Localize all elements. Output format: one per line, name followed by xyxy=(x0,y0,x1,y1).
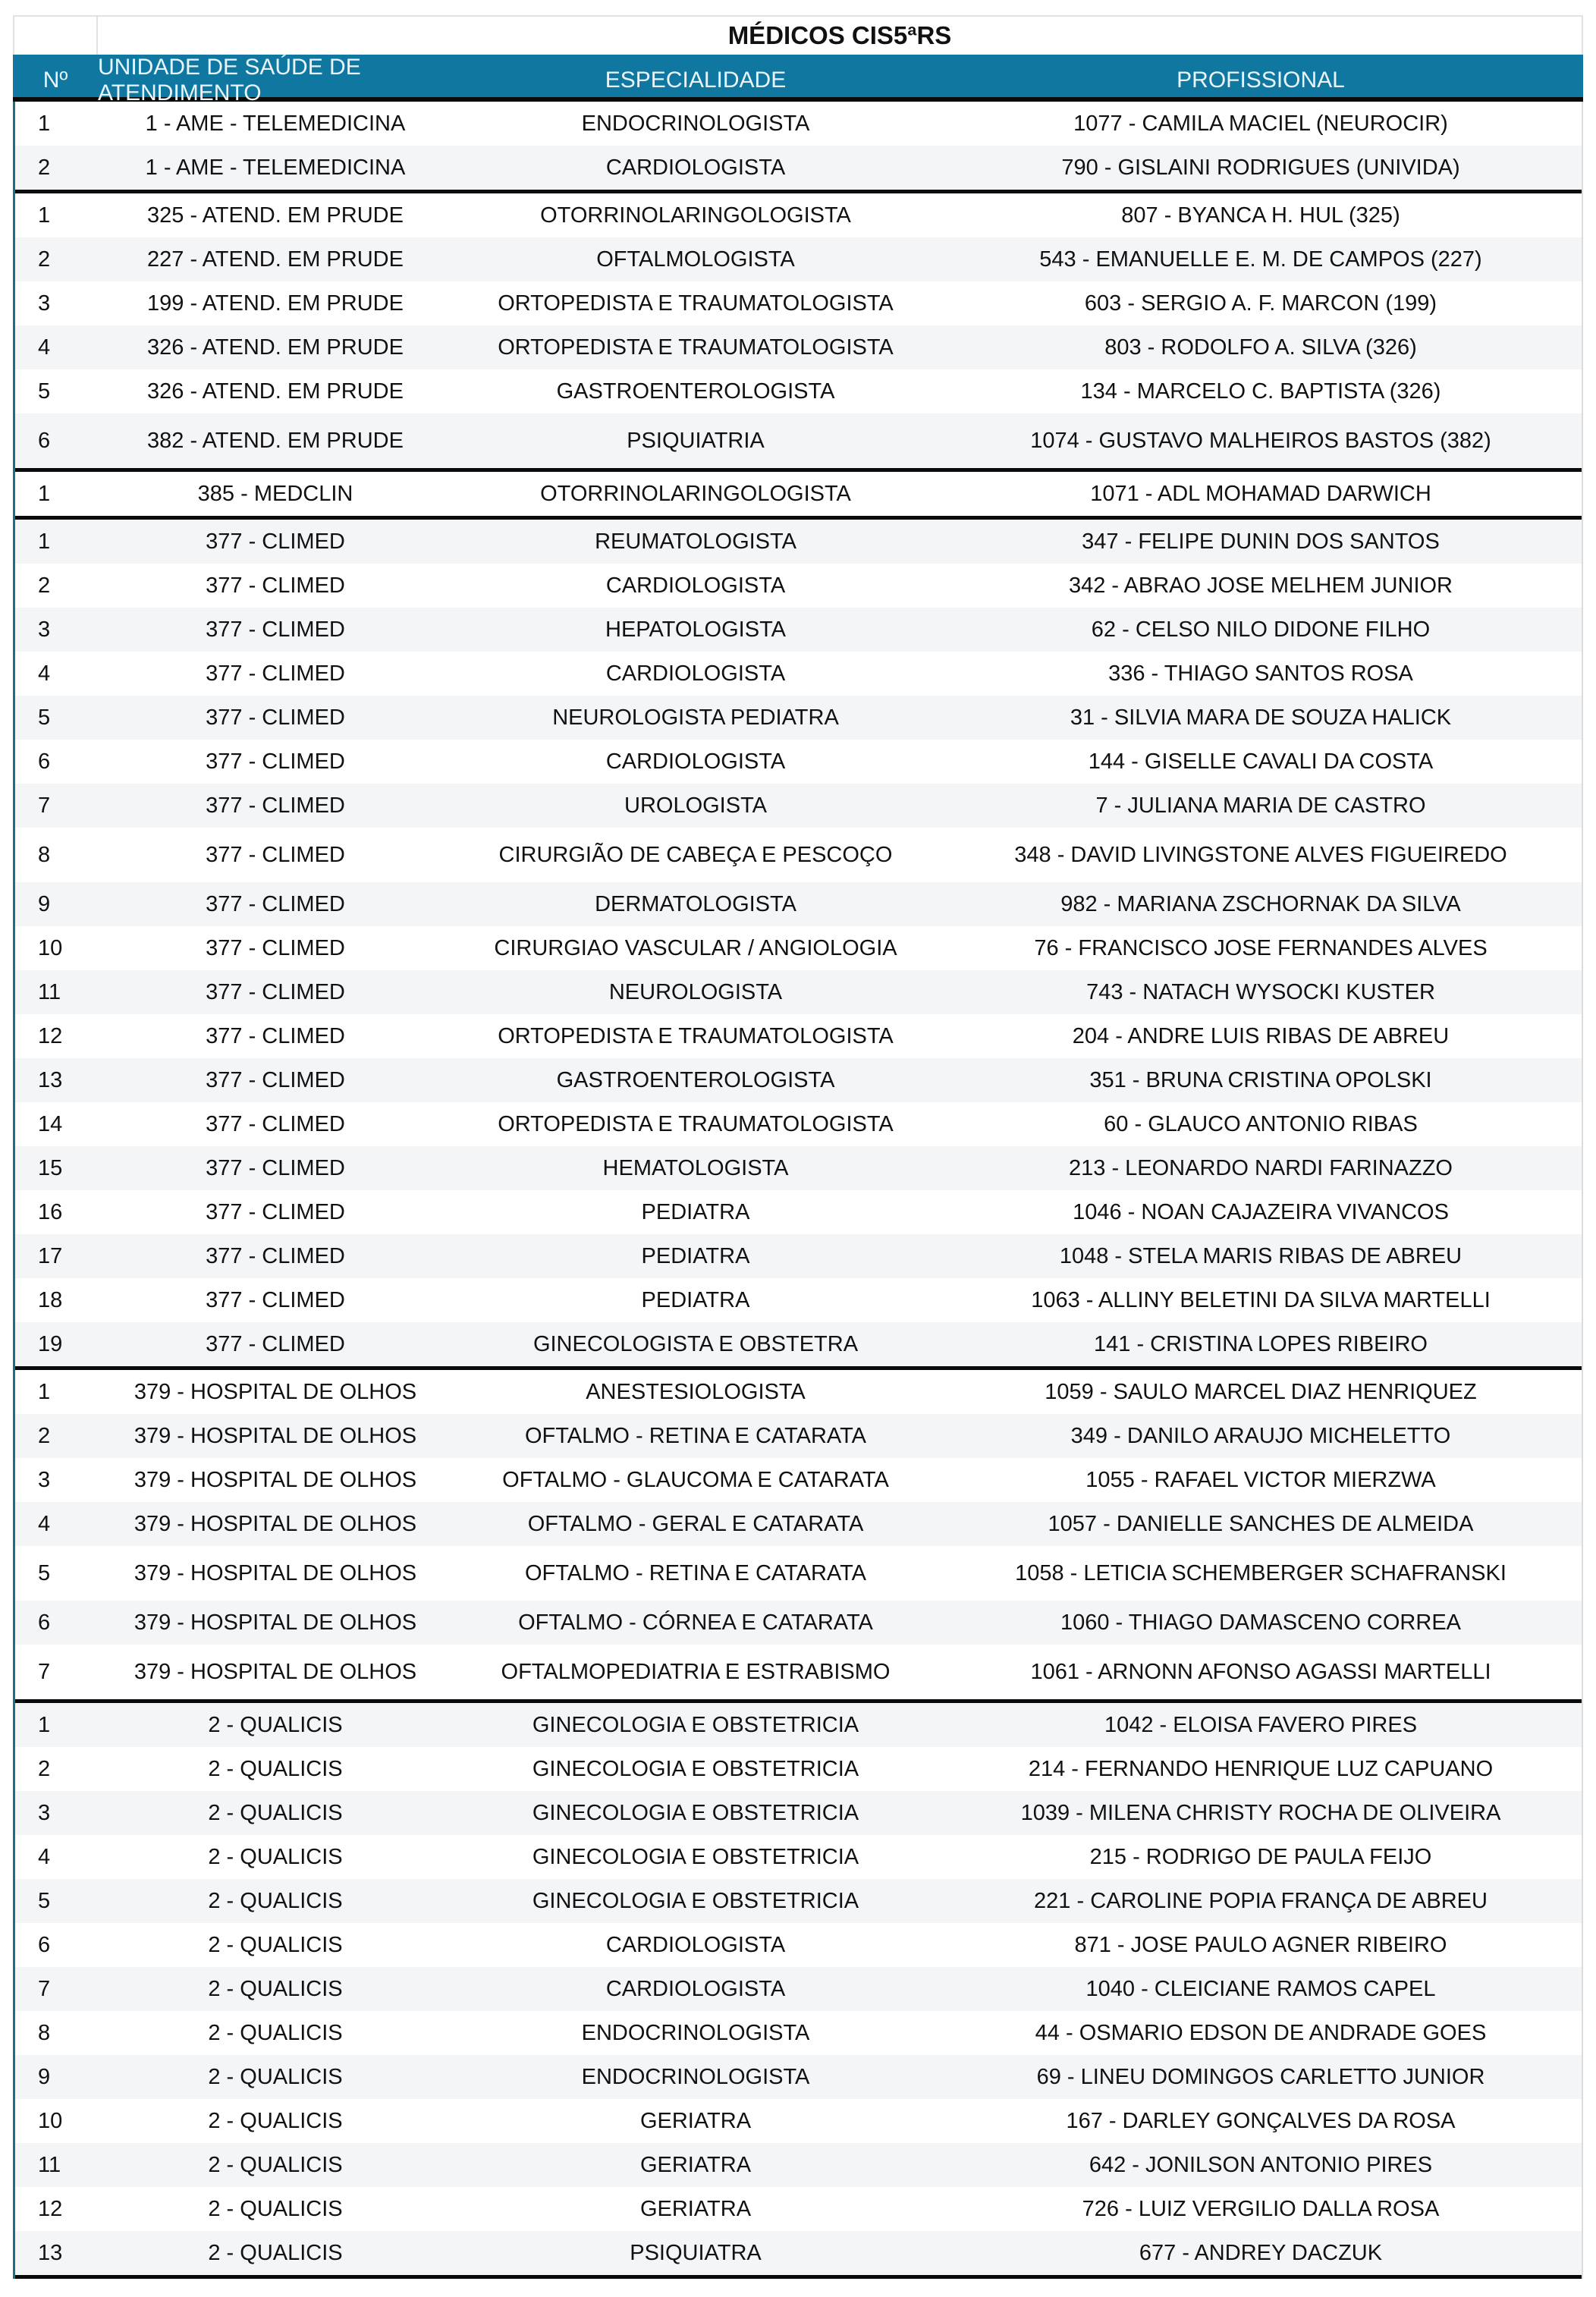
cell-unit: 199 - ATEND. EM PRUDE xyxy=(147,291,404,316)
cell-specialty: NEUROLOGISTA PEDIATRA xyxy=(552,705,839,730)
cell-professional: 1071 - ADL MOHAMAD DARWICH xyxy=(1090,482,1431,506)
header-professional: PROFISSIONAL xyxy=(1177,68,1345,93)
cell-num: 3 xyxy=(38,291,51,316)
cell-unit: 377 - CLIMED xyxy=(206,980,345,1004)
table-row xyxy=(15,740,1582,784)
title-row xyxy=(13,15,1583,55)
table-row xyxy=(15,1014,1582,1058)
table-row xyxy=(15,652,1582,696)
cell-unit: 2 - QUALICIS xyxy=(208,2065,343,2089)
cell-num: 1 xyxy=(38,203,51,228)
cell-professional: 215 - RODRIGO DE PAULA FEIJO xyxy=(1089,1845,1432,1869)
cell-num: 6 xyxy=(38,1610,51,1635)
cell-professional: 1055 - RAFAEL VICTOR MIERZWA xyxy=(1085,1468,1436,1492)
cell-unit: 2 - QUALICIS xyxy=(208,2109,343,2133)
cell-num: 17 xyxy=(38,1244,63,1268)
cell-num: 4 xyxy=(38,335,51,360)
cell-professional: 134 - MARCELO C. BAPTISTA (326) xyxy=(1080,379,1441,404)
cell-specialty: GINECOLOGIA E OBSTETRICIA xyxy=(532,1713,859,1737)
table-row xyxy=(15,1190,1582,1234)
cell-num: 9 xyxy=(38,2065,51,2089)
cell-unit: 2 - QUALICIS xyxy=(208,1889,343,1913)
cell-num: 1 xyxy=(38,1713,51,1737)
cell-unit: 2 - QUALICIS xyxy=(208,2153,343,2177)
cell-unit: 377 - CLIMED xyxy=(206,1332,345,1356)
cell-professional: 743 - NATACH WYSOCKI KUSTER xyxy=(1086,980,1435,1004)
cell-professional: 1077 - CAMILA MACIEL (NEUROCIR) xyxy=(1073,112,1448,136)
table-row xyxy=(15,1414,1582,1458)
cell-num: 4 xyxy=(38,1512,51,1536)
cell-unit: 377 - CLIMED xyxy=(206,573,345,598)
cell-unit: 377 - CLIMED xyxy=(206,1156,345,1180)
cell-num: 10 xyxy=(38,936,63,960)
cell-num: 5 xyxy=(38,705,51,730)
table-row xyxy=(15,102,1582,146)
cell-num: 2 xyxy=(38,156,51,180)
row-group xyxy=(15,1703,1582,2279)
cell-num: 8 xyxy=(38,843,51,867)
table-row xyxy=(15,1601,1582,1645)
cell-professional: 726 - LUIZ VERGILIO DALLA ROSA xyxy=(1082,2197,1440,2221)
table-row xyxy=(15,1058,1582,1102)
cell-specialty: OFTALMO - RETINA E CATARATA xyxy=(524,1561,867,1585)
cell-unit: 377 - CLIMED xyxy=(206,661,345,686)
cell-num: 13 xyxy=(38,2241,63,2265)
cell-num: 3 xyxy=(38,617,51,642)
cell-num: 6 xyxy=(38,749,51,774)
cell-num: 5 xyxy=(38,1561,51,1585)
table-row xyxy=(15,564,1582,608)
cell-professional: 1058 - LETICIA SCHEMBERGER SCHAFRANSKI xyxy=(1015,1561,1506,1585)
cell-unit: 377 - CLIMED xyxy=(206,1244,345,1268)
cell-professional: 141 - CRISTINA LOPES RIBEIRO xyxy=(1094,1332,1428,1356)
cell-professional: 44 - OSMARIO EDSON DE ANDRADE GOES xyxy=(1035,2021,1487,2045)
doctors-table xyxy=(13,15,1583,2279)
cell-unit: 377 - CLIMED xyxy=(206,1288,345,1312)
cell-specialty: CARDIOLOGISTA xyxy=(605,749,786,774)
cell-unit: 326 - ATEND. EM PRUDE xyxy=(147,335,404,360)
cell-professional: 982 - MARIANA ZSCHORNAK DA SILVA xyxy=(1060,892,1461,916)
table-row xyxy=(15,2055,1582,2099)
cell-professional: 347 - FELIPE DUNIN DOS SANTOS xyxy=(1082,529,1440,554)
cell-professional: 69 - LINEU DOMINGOS CARLETTO JUNIOR xyxy=(1036,2065,1485,2089)
table-row xyxy=(15,193,1582,237)
table-row xyxy=(15,1879,1582,1923)
cell-unit: 377 - CLIMED xyxy=(206,892,345,916)
cell-professional: 677 - ANDREY DACZUK xyxy=(1139,2241,1383,2265)
table-row xyxy=(15,1747,1582,1791)
cell-unit: 377 - CLIMED xyxy=(206,617,345,642)
cell-specialty: ORTOPEDISTA E TRAUMATOLOGISTA xyxy=(498,1024,894,1048)
cell-professional: 1046 - NOAN CAJAZEIRA VIVANCOS xyxy=(1073,1200,1449,1224)
cell-specialty: NEUROLOGISTA xyxy=(608,980,783,1004)
table-row xyxy=(15,2011,1582,2055)
cell-unit: 326 - ATEND. EM PRUDE xyxy=(147,379,404,404)
cell-specialty: GERIATRA xyxy=(639,2197,752,2221)
cell-specialty: CARDIOLOGISTA xyxy=(605,1933,786,1957)
cell-unit: 2 - QUALICIS xyxy=(208,1933,343,1957)
table-row xyxy=(15,1703,1582,1747)
cell-num: 1 xyxy=(38,1380,51,1404)
cell-professional: 144 - GISELLE CAVALI DA COSTA xyxy=(1088,749,1434,774)
cell-specialty: OFTALMOPEDIATRIA E ESTRABISMO xyxy=(501,1660,891,1684)
cell-professional: 543 - EMANUELLE E. M. DE CAMPOS (227) xyxy=(1039,247,1482,272)
cell-num: 2 xyxy=(38,1757,51,1781)
cell-num: 5 xyxy=(38,379,51,404)
cell-specialty: OFTALMO - RETINA E CATARATA xyxy=(524,1424,867,1448)
cell-professional: 342 - ABRAO JOSE MELHEM JUNIOR xyxy=(1068,573,1453,598)
cell-num: 19 xyxy=(38,1332,63,1356)
table-header xyxy=(13,55,1583,105)
table-row xyxy=(15,146,1582,190)
cell-unit: 2 - QUALICIS xyxy=(208,1977,343,2001)
cell-unit: 377 - CLIMED xyxy=(206,705,345,730)
cell-num: 9 xyxy=(38,892,51,916)
cell-unit: 377 - CLIMED xyxy=(206,529,345,554)
cell-num: 16 xyxy=(38,1200,63,1224)
cell-num: 7 xyxy=(38,1977,51,2001)
cell-professional: 60 - GLAUCO ANTONIO RIBAS xyxy=(1104,1112,1418,1136)
table-row xyxy=(15,696,1582,740)
cell-professional: 31 - SILVIA MARA DE SOUZA HALICK xyxy=(1070,705,1452,730)
table-row xyxy=(15,2099,1582,2143)
cell-num: 12 xyxy=(38,2197,63,2221)
row-group xyxy=(15,472,1582,520)
cell-unit: 2 - QUALICIS xyxy=(208,2021,343,2045)
cell-unit: 379 - HOSPITAL DE OLHOS xyxy=(134,1468,417,1492)
cell-professional: 603 - SERGIO A. F. MARCON (199) xyxy=(1084,291,1437,316)
cell-professional: 807 - BYANCA H. HUL (325) xyxy=(1121,203,1400,228)
table-row xyxy=(15,413,1582,468)
cell-specialty: OFTALMO - CÓRNEA E CATARATA xyxy=(518,1610,873,1635)
table-row xyxy=(15,784,1582,828)
table-row xyxy=(15,828,1582,882)
cell-num: 6 xyxy=(38,1933,51,1957)
cell-unit: 377 - CLIMED xyxy=(206,1024,345,1048)
cell-unit: 377 - CLIMED xyxy=(206,1200,345,1224)
cell-professional: 348 - DAVID LIVINGSTONE ALVES FIGUEIREDO xyxy=(1014,843,1507,867)
cell-specialty: UROLOGISTA xyxy=(624,793,767,818)
table-row xyxy=(15,2231,1582,2275)
cell-unit: 379 - HOSPITAL DE OLHOS xyxy=(134,1660,417,1684)
cell-specialty: PEDIATRA xyxy=(641,1244,750,1268)
cell-specialty: ORTOPEDISTA E TRAUMATOLOGISTA xyxy=(498,335,894,360)
cell-specialty: HEMATOLOGISTA xyxy=(602,1156,789,1180)
cell-professional: 1060 - THIAGO DAMASCENO CORREA xyxy=(1060,1610,1462,1635)
cell-professional: 1057 - DANIELLE SANCHES DE ALMEIDA xyxy=(1048,1512,1474,1536)
cell-specialty: GINECOLOGISTA E OBSTETRA xyxy=(533,1332,859,1356)
cell-specialty: CARDIOLOGISTA xyxy=(605,156,786,180)
table-row xyxy=(15,2187,1582,2231)
table-row xyxy=(15,1278,1582,1322)
cell-specialty: GINECOLOGIA E OBSTETRICIA xyxy=(532,1801,859,1825)
cell-num: 7 xyxy=(38,1660,51,1684)
cell-unit: 2 - QUALICIS xyxy=(208,1713,343,1737)
cell-specialty: PEDIATRA xyxy=(641,1200,750,1224)
header-num: Nº xyxy=(42,68,68,93)
cell-num: 6 xyxy=(38,429,51,453)
table-row xyxy=(15,237,1582,281)
table-row xyxy=(15,1370,1582,1414)
cell-specialty: GINECOLOGIA E OBSTETRICIA xyxy=(532,1845,859,1869)
cell-unit: 325 - ATEND. EM PRUDE xyxy=(147,203,404,228)
cell-num: 5 xyxy=(38,1889,51,1913)
cell-num: 3 xyxy=(38,1801,51,1825)
cell-specialty: ENDOCRINOLOGISTA xyxy=(581,2065,810,2089)
cell-specialty: GASTROENTEROLOGISTA xyxy=(556,379,835,404)
header-unit: UNIDADE DE SAÚDE DE ATENDIMENTO xyxy=(98,55,361,105)
cell-unit: 2 - QUALICIS xyxy=(208,2197,343,2221)
cell-unit: 379 - HOSPITAL DE OLHOS xyxy=(134,1424,417,1448)
table-row xyxy=(15,882,1582,926)
cell-unit: 227 - ATEND. EM PRUDE xyxy=(147,247,404,272)
cell-num: 8 xyxy=(38,2021,51,2045)
table-row xyxy=(15,369,1582,413)
cell-unit: 1 - AME - TELEMEDICINA xyxy=(145,112,406,136)
cell-num: 4 xyxy=(38,1845,51,1869)
cell-specialty: CIRURGIAO VASCULAR / ANGIOLOGIA xyxy=(494,936,897,960)
table-row xyxy=(15,926,1582,970)
cell-specialty: PSIQUIATRIA xyxy=(627,429,765,453)
cell-professional: 803 - RODOLFO A. SILVA (326) xyxy=(1104,335,1417,360)
cell-professional: 1059 - SAULO MARCEL DIAZ HENRIQUEZ xyxy=(1045,1380,1477,1404)
cell-unit: 382 - ATEND. EM PRUDE xyxy=(147,429,404,453)
row-group xyxy=(15,102,1582,193)
cell-unit: 377 - CLIMED xyxy=(206,793,345,818)
cell-specialty: PSIQUIATRA xyxy=(630,2241,762,2265)
cell-specialty: CARDIOLOGISTA xyxy=(605,1977,786,2001)
cell-specialty: GERIATRA xyxy=(639,2109,752,2133)
cell-num: 1 xyxy=(38,482,51,506)
cell-professional: 351 - BRUNA CRISTINA OPOLSKI xyxy=(1089,1068,1432,1092)
cell-specialty: ENDOCRINOLOGISTA xyxy=(581,2021,810,2045)
cell-unit: 377 - CLIMED xyxy=(206,1112,345,1136)
cell-num: 14 xyxy=(38,1112,63,1136)
cell-specialty: OTORRINOLARINGOLOGISTA xyxy=(540,203,851,228)
cell-specialty: PEDIATRA xyxy=(641,1288,750,1312)
cell-professional: 1040 - CLEICIANE RAMOS CAPEL xyxy=(1085,1977,1436,2001)
row-group xyxy=(15,520,1582,1370)
cell-professional: 790 - GISLAINI RODRIGUES (UNIVIDA) xyxy=(1061,156,1460,180)
cell-unit: 377 - CLIMED xyxy=(206,1068,345,1092)
cell-specialty: CIRURGIÃO DE CABEÇA E PESCOÇO xyxy=(498,843,893,867)
cell-unit: 379 - HOSPITAL DE OLHOS xyxy=(134,1512,417,1536)
table-row xyxy=(15,1791,1582,1835)
cell-specialty: REUMATOLOGISTA xyxy=(595,529,796,554)
cell-unit: 379 - HOSPITAL DE OLHOS xyxy=(134,1610,417,1635)
cell-num: 2 xyxy=(38,1424,51,1448)
cell-specialty: OFTALMOLOGISTA xyxy=(596,247,795,272)
cell-specialty: GASTROENTEROLOGISTA xyxy=(556,1068,835,1092)
cell-num: 3 xyxy=(38,1468,51,1492)
cell-unit: 377 - CLIMED xyxy=(206,749,345,774)
cell-num: 4 xyxy=(38,661,51,686)
cell-num: 2 xyxy=(38,573,51,598)
cell-unit: 1 - AME - TELEMEDICINA xyxy=(145,156,406,180)
cell-specialty: DERMATOLOGISTA xyxy=(595,892,796,916)
table-row xyxy=(15,1923,1582,1967)
cell-professional: 1042 - ELOISA FAVERO PIRES xyxy=(1104,1713,1418,1737)
row-group xyxy=(15,193,1582,472)
cell-num: 1 xyxy=(38,112,51,136)
cell-unit: 2 - QUALICIS xyxy=(208,1801,343,1825)
cell-num: 13 xyxy=(38,1068,63,1092)
cell-specialty: ORTOPEDISTA E TRAUMATOLOGISTA xyxy=(498,291,894,316)
cell-professional: 213 - LEONARDO NARDI FARINAZZO xyxy=(1069,1156,1453,1180)
cell-professional: 1074 - GUSTAVO MALHEIROS BASTOS (382) xyxy=(1030,429,1491,453)
header-specialty: ESPECIALIDADE xyxy=(605,68,787,93)
table-title: MÉDICOS CIS5ªRS xyxy=(98,17,1583,55)
cell-unit: 377 - CLIMED xyxy=(206,843,345,867)
cell-specialty: ANESTESIOLOGISTA xyxy=(586,1380,806,1404)
table-row xyxy=(15,1967,1582,2011)
cell-specialty: GINECOLOGIA E OBSTETRICIA xyxy=(532,1889,859,1913)
cell-unit: 377 - CLIMED xyxy=(206,936,345,960)
table-row xyxy=(15,281,1582,325)
cell-unit: 2 - QUALICIS xyxy=(208,1845,343,1869)
cell-unit: 379 - HOSPITAL DE OLHOS xyxy=(134,1561,417,1585)
cell-num: 1 xyxy=(38,529,51,554)
table-row xyxy=(15,1322,1582,1366)
cell-professional: 871 - JOSE PAULO AGNER RIBEIRO xyxy=(1074,1933,1447,1957)
cell-professional: 167 - DARLEY GONÇALVES DA ROSA xyxy=(1066,2109,1456,2133)
table-row xyxy=(15,608,1582,652)
cell-specialty: GERIATRA xyxy=(639,2153,752,2177)
cell-professional: 221 - CAROLINE POPIA FRANÇA DE ABREU xyxy=(1034,1889,1488,1913)
cell-professional: 204 - ANDRE LUIS RIBAS DE ABREU xyxy=(1072,1024,1450,1048)
table-row xyxy=(15,1234,1582,1278)
table-row xyxy=(15,970,1582,1014)
table-row xyxy=(15,1546,1582,1601)
cell-professional: 7 - JULIANA MARIA DE CASTRO xyxy=(1095,793,1426,818)
table-body xyxy=(13,102,1583,2279)
cell-professional: 349 - DANILO ARAUJO MICHELETTO xyxy=(1070,1424,1451,1448)
table-row xyxy=(15,325,1582,369)
cell-unit: 2 - QUALICIS xyxy=(208,1757,343,1781)
cell-specialty: CARDIOLOGISTA xyxy=(605,661,786,686)
cell-specialty: OFTALMO - GLAUCOMA E CATARATA xyxy=(502,1468,889,1492)
cell-num: 2 xyxy=(38,247,51,272)
cell-professional: 1039 - MILENA CHRISTY ROCHA DE OLIVEIRA xyxy=(1020,1801,1501,1825)
table-row xyxy=(15,1102,1582,1146)
cell-professional: 1063 - ALLINY BELETINI DA SILVA MARTELLI xyxy=(1031,1288,1491,1312)
cell-professional: 642 - JONILSON ANTONIO PIRES xyxy=(1089,2153,1433,2177)
table-row xyxy=(15,520,1582,564)
cell-num: 12 xyxy=(38,1024,63,1048)
cell-professional: 1048 - STELA MARIS RIBAS DE ABREU xyxy=(1059,1244,1462,1268)
cell-professional: 76 - FRANCISCO JOSE FERNANDES ALVES xyxy=(1034,936,1488,960)
title-blank-cell xyxy=(13,17,98,55)
table-row xyxy=(15,1146,1582,1190)
cell-specialty: GINECOLOGIA E OBSTETRICIA xyxy=(532,1757,859,1781)
cell-specialty: OFTALMO - GERAL E CATARATA xyxy=(527,1512,864,1536)
cell-specialty: HEPATOLOGISTA xyxy=(605,617,786,642)
cell-professional: 336 - THIAGO SANTOS ROSA xyxy=(1108,661,1413,686)
cell-num: 11 xyxy=(38,980,61,1004)
cell-professional: 214 - FERNANDO HENRIQUE LUZ CAPUANO xyxy=(1028,1757,1494,1781)
cell-unit: 385 - MEDCLIN xyxy=(197,482,353,506)
table-row xyxy=(15,1645,1582,1699)
cell-num: 15 xyxy=(38,1156,63,1180)
table-row xyxy=(15,1835,1582,1879)
cell-unit: 379 - HOSPITAL DE OLHOS xyxy=(134,1380,417,1404)
cell-specialty: ORTOPEDISTA E TRAUMATOLOGISTA xyxy=(498,1112,894,1136)
table-row xyxy=(15,1502,1582,1546)
cell-num: 18 xyxy=(38,1288,63,1312)
cell-num: 10 xyxy=(38,2109,63,2133)
cell-specialty: OTORRINOLARINGOLOGISTA xyxy=(540,482,851,506)
table-row xyxy=(15,472,1582,516)
cell-num: 7 xyxy=(38,793,51,818)
cell-professional: 1061 - ARNONN AFONSO AGASSI MARTELLI xyxy=(1030,1660,1491,1684)
cell-specialty: CARDIOLOGISTA xyxy=(605,573,786,598)
table-row xyxy=(15,2143,1582,2187)
cell-specialty: ENDOCRINOLOGISTA xyxy=(581,112,810,136)
cell-unit: 2 - QUALICIS xyxy=(208,2241,343,2265)
cell-num: 11 xyxy=(38,2153,61,2177)
cell-professional: 62 - CELSO NILO DIDONE FILHO xyxy=(1091,617,1431,642)
row-group xyxy=(15,1370,1582,1703)
table-row xyxy=(15,1458,1582,1502)
